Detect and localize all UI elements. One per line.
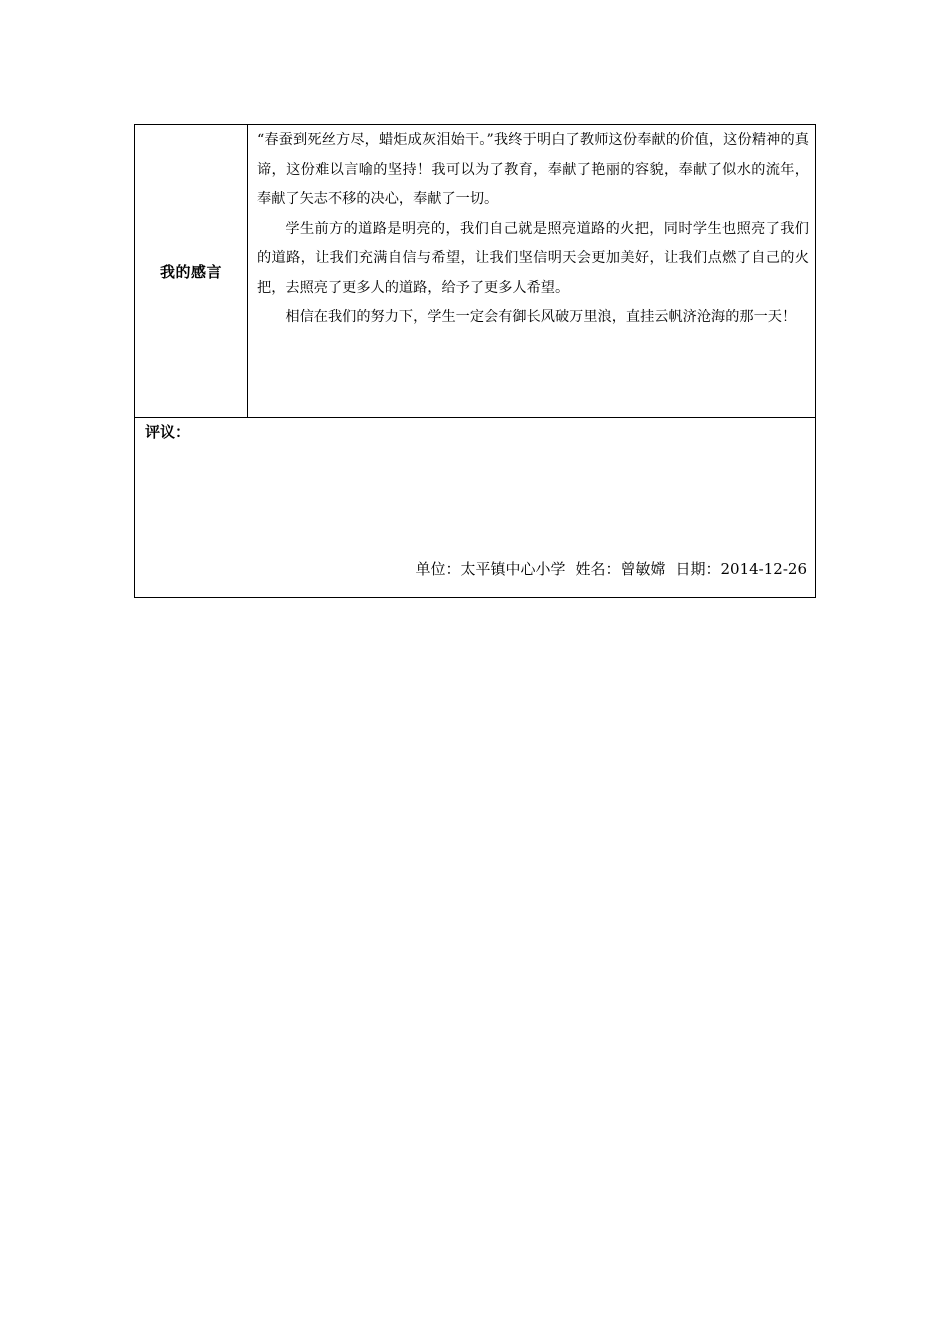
reflection-row bbox=[135, 125, 815, 418]
signature-name: 姓名：曾敏嫦 bbox=[575, 560, 666, 578]
reflection-label-cell bbox=[135, 125, 248, 417]
reflection-paragraph-3: 相信在我们的努力下，学生一定会有御长风破万里浪，直挂云帆济沧海的那一天！ bbox=[285, 309, 797, 325]
reflection-label: 我的感言 bbox=[159, 262, 222, 281]
comment-label: 评议： bbox=[145, 423, 191, 441]
reflection-form-table bbox=[134, 124, 816, 598]
reflection-paragraph-2: 学生前方的道路是明亮的，我们自己就是照亮道路的火把，同时学生也照亮了我们的道路，让我们充满自信与希望，让我们坚信明天会更加美好，让我们点燃了自己的火把，去照亮了更多人的道路，给予了更多人希望。 bbox=[257, 220, 809, 296]
reflection-paragraph-1: “春蚕到死丝方尽，蜡炬成灰泪始干。”我终于明白了教师这份奉献的价值，这份精神的真谛，这份难以言喻的坚持！我可以为了教育，奉献了艳丽的容貌，奉献了似水的流年，奉献了矢志不移的决心，奉献了一切。 bbox=[257, 132, 809, 207]
signature-unit: 单位：太平镇中心小学 bbox=[415, 560, 566, 578]
comment-row bbox=[135, 418, 815, 597]
signature-line bbox=[415, 558, 807, 579]
signature-date: 日期：2014-12-26 bbox=[675, 560, 807, 578]
reflection-content-cell bbox=[248, 125, 815, 417]
